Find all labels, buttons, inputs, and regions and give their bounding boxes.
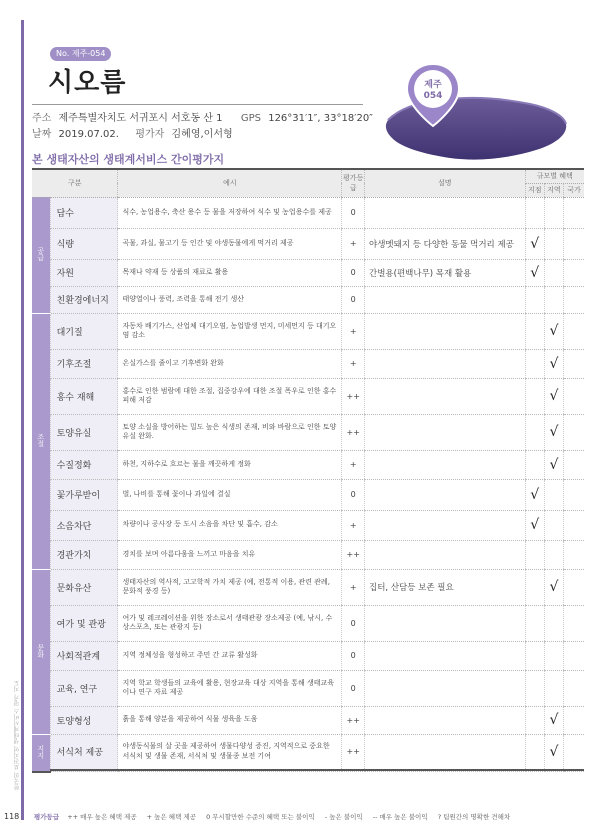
table-row [32, 706, 584, 734]
description-cell [365, 313, 526, 349]
legend-item: ++ 매우 높은 혜택 제공 [67, 813, 137, 821]
scale-region-check: √ [544, 414, 563, 450]
scale-nation-check [564, 313, 584, 349]
table-row [32, 259, 584, 286]
example-cell: 차량이나 공사장 등 도시 소음을 차단 및 흡수, 감소 [118, 510, 342, 540]
scale-nation-check [564, 414, 584, 450]
service-item-cell: 교육, 연구 [50, 670, 118, 706]
example-cell: 토양 소실을 방어하는 밀도 높은 식생의 존재, 비와 바람으로 인한 토양유실 완화. [118, 414, 342, 450]
grade-cell: ++ [342, 706, 365, 734]
scale-nation-check [564, 228, 584, 259]
grade-cell: + [342, 349, 365, 378]
scale-point-check [525, 770, 544, 772]
site-number-badge: No. 제주-054 [50, 47, 111, 61]
address-value: 제주특별자치도 서귀포시 서호동 산 1 [58, 113, 223, 124]
service-item-cell: 친환경에너지 [50, 286, 118, 313]
grade-cell: 0 [342, 259, 365, 286]
description-cell: 집터, 산담등 보존 필요 [365, 569, 526, 605]
scale-region-check: √ [544, 569, 563, 605]
category-group-text: 공급 [36, 247, 45, 261]
legend-item: 0 무시할만한 수준의 혜택 또는 불이익 [206, 813, 315, 821]
table-row [32, 641, 584, 670]
scale-point-check: √ [525, 259, 544, 286]
scale-nation-check [564, 605, 584, 641]
info-row-date [32, 125, 233, 140]
scale-point-check: √ [525, 479, 544, 510]
example-cell: 벌, 나비를 통해 꽃이나 과일에 결실 [118, 479, 342, 510]
scale-region-check [544, 670, 563, 706]
table-row [32, 414, 584, 450]
table-row [32, 770, 584, 772]
scale-nation-check [564, 349, 584, 378]
grade-cell: ++ [342, 734, 365, 770]
scale-point-check [525, 197, 544, 228]
example-cell: 온실가스를 줄이고 기후변화 완화 [118, 349, 342, 378]
grade-cell: 0 [342, 197, 365, 228]
header-scale: 규모별 혜택 [525, 169, 584, 183]
grade-cell: + [342, 228, 365, 259]
grade-cell: 0 [342, 605, 365, 641]
category-group-label [32, 313, 50, 569]
grade-cell: ++ [342, 540, 365, 569]
service-item-cell: 수질정화 [50, 450, 118, 479]
example-cell: 경치를 보며 아름다움을 느끼고 마음을 치유 [118, 540, 342, 569]
table-row [32, 605, 584, 641]
example-cell: 생태자산의 역사적, 고고학적 가치 제공 (예, 전통적 이용, 관련 관례, 문화적 풍경 등) [118, 569, 342, 605]
category-group-label [32, 734, 50, 772]
description-cell [365, 605, 526, 641]
description-cell [365, 286, 526, 313]
info-divider [32, 104, 363, 105]
example-cell: 하천, 지하수로 흐르는 물을 깨끗하게 정화 [118, 450, 342, 479]
scale-region-check [544, 605, 563, 641]
grade-cell: ++ [342, 378, 365, 414]
service-item-cell: 홍수 재해 [50, 378, 118, 414]
service-item-cell: 경관가치 [50, 540, 118, 569]
service-item-cell: 토양유실 [50, 414, 118, 450]
table-row [32, 670, 584, 706]
info-row-address [32, 109, 373, 124]
grade-cell: 0 [342, 641, 365, 670]
description-cell [365, 349, 526, 378]
example-cell: 태양열이나 풍력, 조력을 통해 전기 생산 [118, 286, 342, 313]
evaluation-table [32, 168, 584, 773]
service-item-cell: 서식처 제공 [50, 734, 118, 770]
scale-nation-check [564, 569, 584, 605]
service-item-cell: 기후조절 [50, 349, 118, 378]
scale-region-check [544, 259, 563, 286]
table-row [32, 286, 584, 313]
example-cell: 식수, 농업용수, 축산 용수 등 물을 저장하여 식수 및 농업용수를 제공 [118, 197, 342, 228]
example-cell: 목재나 약재 등 상품의 재료로 활용 [118, 259, 342, 286]
scale-nation-check [564, 450, 584, 479]
header-category: 구분 [32, 169, 118, 197]
scale-nation-check [564, 770, 584, 772]
category-group-label [32, 569, 50, 734]
address-label: 주소 [32, 113, 52, 124]
legend-label: 평가등급 [34, 813, 60, 821]
gps-label: GPS [240, 113, 262, 124]
service-item-cell: 사회적관계 [50, 641, 118, 670]
section-title: 본 생태자산의 생태계서비스 간이평가지 [32, 153, 225, 166]
description-cell [365, 670, 526, 706]
scale-point-check [525, 540, 544, 569]
scale-nation-check [564, 259, 584, 286]
description-cell [365, 706, 526, 734]
grade-cell: 0 [342, 286, 365, 313]
example-cell: 지역 정체성을 형성하고 주민 간 교류 활성화 [118, 641, 342, 670]
scale-nation-check [564, 479, 584, 510]
scale-region-check: √ [544, 378, 563, 414]
table-row [32, 228, 584, 259]
scale-region-check [544, 641, 563, 670]
scale-region-check [544, 770, 563, 772]
service-item-cell: 문화유산 [50, 569, 118, 605]
example-cell: 자동차 배기가스, 산업체 대기오염, 농업발생 먼지, 미세먼지 등 대기오염 감소 [118, 313, 342, 349]
service-item-cell: 담수 [50, 197, 118, 228]
scale-nation-check [564, 641, 584, 670]
table-row [32, 450, 584, 479]
category-group-text: 지지 [36, 744, 45, 759]
description-cell [365, 414, 526, 450]
scale-point-check [525, 450, 544, 479]
header-description: 설명 [365, 169, 526, 197]
example-cell: 홍수로 인한 범람에 대한 조절, 집중강우에 대한 조절 폭우로 인한 홍수피해 저감 [118, 378, 342, 414]
legend-item: + 높은 혜택 제공 [146, 813, 196, 821]
date-value: 2019.07.02. [58, 129, 119, 140]
scale-region-check [544, 479, 563, 510]
jeju-map-icon [380, 58, 570, 168]
scale-point-check [525, 414, 544, 450]
header-example: 예시 [118, 169, 342, 197]
table-row [32, 569, 584, 605]
scale-nation-check [564, 510, 584, 540]
description-cell [365, 641, 526, 670]
evaluator-value: 김혜영,이서형 [171, 129, 233, 140]
service-item-cell: 여가 및 관광 [50, 605, 118, 641]
description-cell [365, 770, 526, 772]
table-row [32, 540, 584, 569]
description-cell [365, 197, 526, 228]
grade-cell: + [342, 313, 365, 349]
side-running-title: 한국의 보전지역 생태계서비스 평가 지도 [14, 680, 21, 790]
table-row [32, 479, 584, 510]
scale-point-check [525, 641, 544, 670]
scale-point-check [525, 605, 544, 641]
legend-item: -- 매우 높은 불이익 [372, 813, 428, 821]
scale-point-check: √ [525, 510, 544, 540]
scale-point-check [525, 313, 544, 349]
service-item-cell: 식량 [50, 228, 118, 259]
legend-item: - 높은 불이익 [324, 813, 363, 821]
service-item-cell: 꽃가루받이 [50, 479, 118, 510]
map-pin-label-line2: 054 [423, 91, 443, 101]
scale-nation-check [564, 706, 584, 734]
header-scale-point: 지점 [525, 183, 544, 197]
scale-region-check: √ [544, 313, 563, 349]
scale-point-check [525, 734, 544, 770]
service-item-cell [50, 770, 118, 772]
page-number: 118 [4, 812, 20, 821]
example-cell: 흙을 통해 양분을 제공하여 식물 생육을 도움 [118, 706, 342, 734]
header-scale-nation: 국가 [564, 183, 584, 197]
scale-nation-check [564, 286, 584, 313]
description-cell [365, 734, 526, 770]
category-group-text: 문화 [36, 643, 45, 658]
scale-point-check [525, 569, 544, 605]
grade-cell: + [342, 569, 365, 605]
scale-point-check [525, 349, 544, 378]
scale-nation-check [564, 670, 584, 706]
service-item-cell: 대기질 [50, 313, 118, 349]
grade-cell: + [342, 510, 365, 540]
scale-region-check [544, 228, 563, 259]
scale-point-check [525, 286, 544, 313]
scale-region-check [544, 540, 563, 569]
description-cell [365, 540, 526, 569]
grade-cell: 0 [342, 479, 365, 510]
description-cell: 야생멧돼지 등 다양한 동물 먹거리 제공 [365, 228, 526, 259]
scale-nation-check [564, 378, 584, 414]
example-cell: 여가 및 레크레이션을 위한 장소로서 생태관광 장소제공 (예, 낚시, 수상스포츠, 또는 관광지 등) [118, 605, 342, 641]
example-cell: 야생동식물의 살 곳을 제공하여 생물다양성 증진, 지역적으로 중요한 서식처 및 생물 존재, 서식처 및 생물종 보전 기여 [118, 734, 342, 770]
scale-region-check [544, 197, 563, 228]
table-row [32, 734, 584, 770]
grade-cell: ++ [342, 414, 365, 450]
scale-point-check [525, 378, 544, 414]
service-item-cell: 자원 [50, 259, 118, 286]
table-row [32, 197, 584, 228]
table-row [32, 313, 584, 349]
evaluator-label: 평가자 [135, 129, 165, 140]
scale-region-check [544, 510, 563, 540]
example-cell: 곡물, 과실, 물고기 등 인간 및 야생동물에게 먹거리 제공 [118, 228, 342, 259]
scale-point-check [525, 706, 544, 734]
header-grade: 평가등급 [342, 169, 365, 197]
scale-region-check [544, 286, 563, 313]
description-cell [365, 510, 526, 540]
grade-cell: + [342, 450, 365, 479]
legend-item: ? 팀원간의 명확한 견해차 [437, 813, 511, 821]
description-cell [365, 479, 526, 510]
category-group-label [32, 197, 50, 313]
example-cell: 지역 학교 학생들의 교육에 활용, 현장교육 대상 지역을 통해 생태교육이나 연구 자료 제공 [118, 670, 342, 706]
map-pin-label-line1: 제주 [424, 80, 442, 90]
scale-nation-check [564, 197, 584, 228]
example-cell [118, 770, 342, 772]
scale-point-check [525, 670, 544, 706]
scale-region-check: √ [544, 450, 563, 479]
scale-point-check: √ [525, 228, 544, 259]
table-row [32, 510, 584, 540]
description-cell [365, 450, 526, 479]
table-row [32, 349, 584, 378]
description-cell: 간벌용(편백나무) 목재 활용 [365, 259, 526, 286]
category-group-text: 조절 [36, 433, 45, 447]
scale-region-check: √ [544, 734, 563, 770]
description-cell [365, 378, 526, 414]
date-label: 날짜 [32, 129, 52, 140]
grade-cell [342, 770, 365, 772]
scale-region-check: √ [544, 706, 563, 734]
service-item-cell: 소음차단 [50, 510, 118, 540]
scale-nation-check [564, 540, 584, 569]
scale-nation-check [564, 734, 584, 770]
page-title: 시오름 [48, 68, 127, 98]
service-item-cell: 토양형성 [50, 706, 118, 734]
grade-legend [34, 812, 518, 821]
grade-cell: 0 [342, 670, 365, 706]
table-row [32, 378, 584, 414]
header-scale-region: 지역 [544, 183, 563, 197]
scale-region-check: √ [544, 349, 563, 378]
gps-value: 126°31′1″, 33°18′20″ [268, 113, 373, 124]
